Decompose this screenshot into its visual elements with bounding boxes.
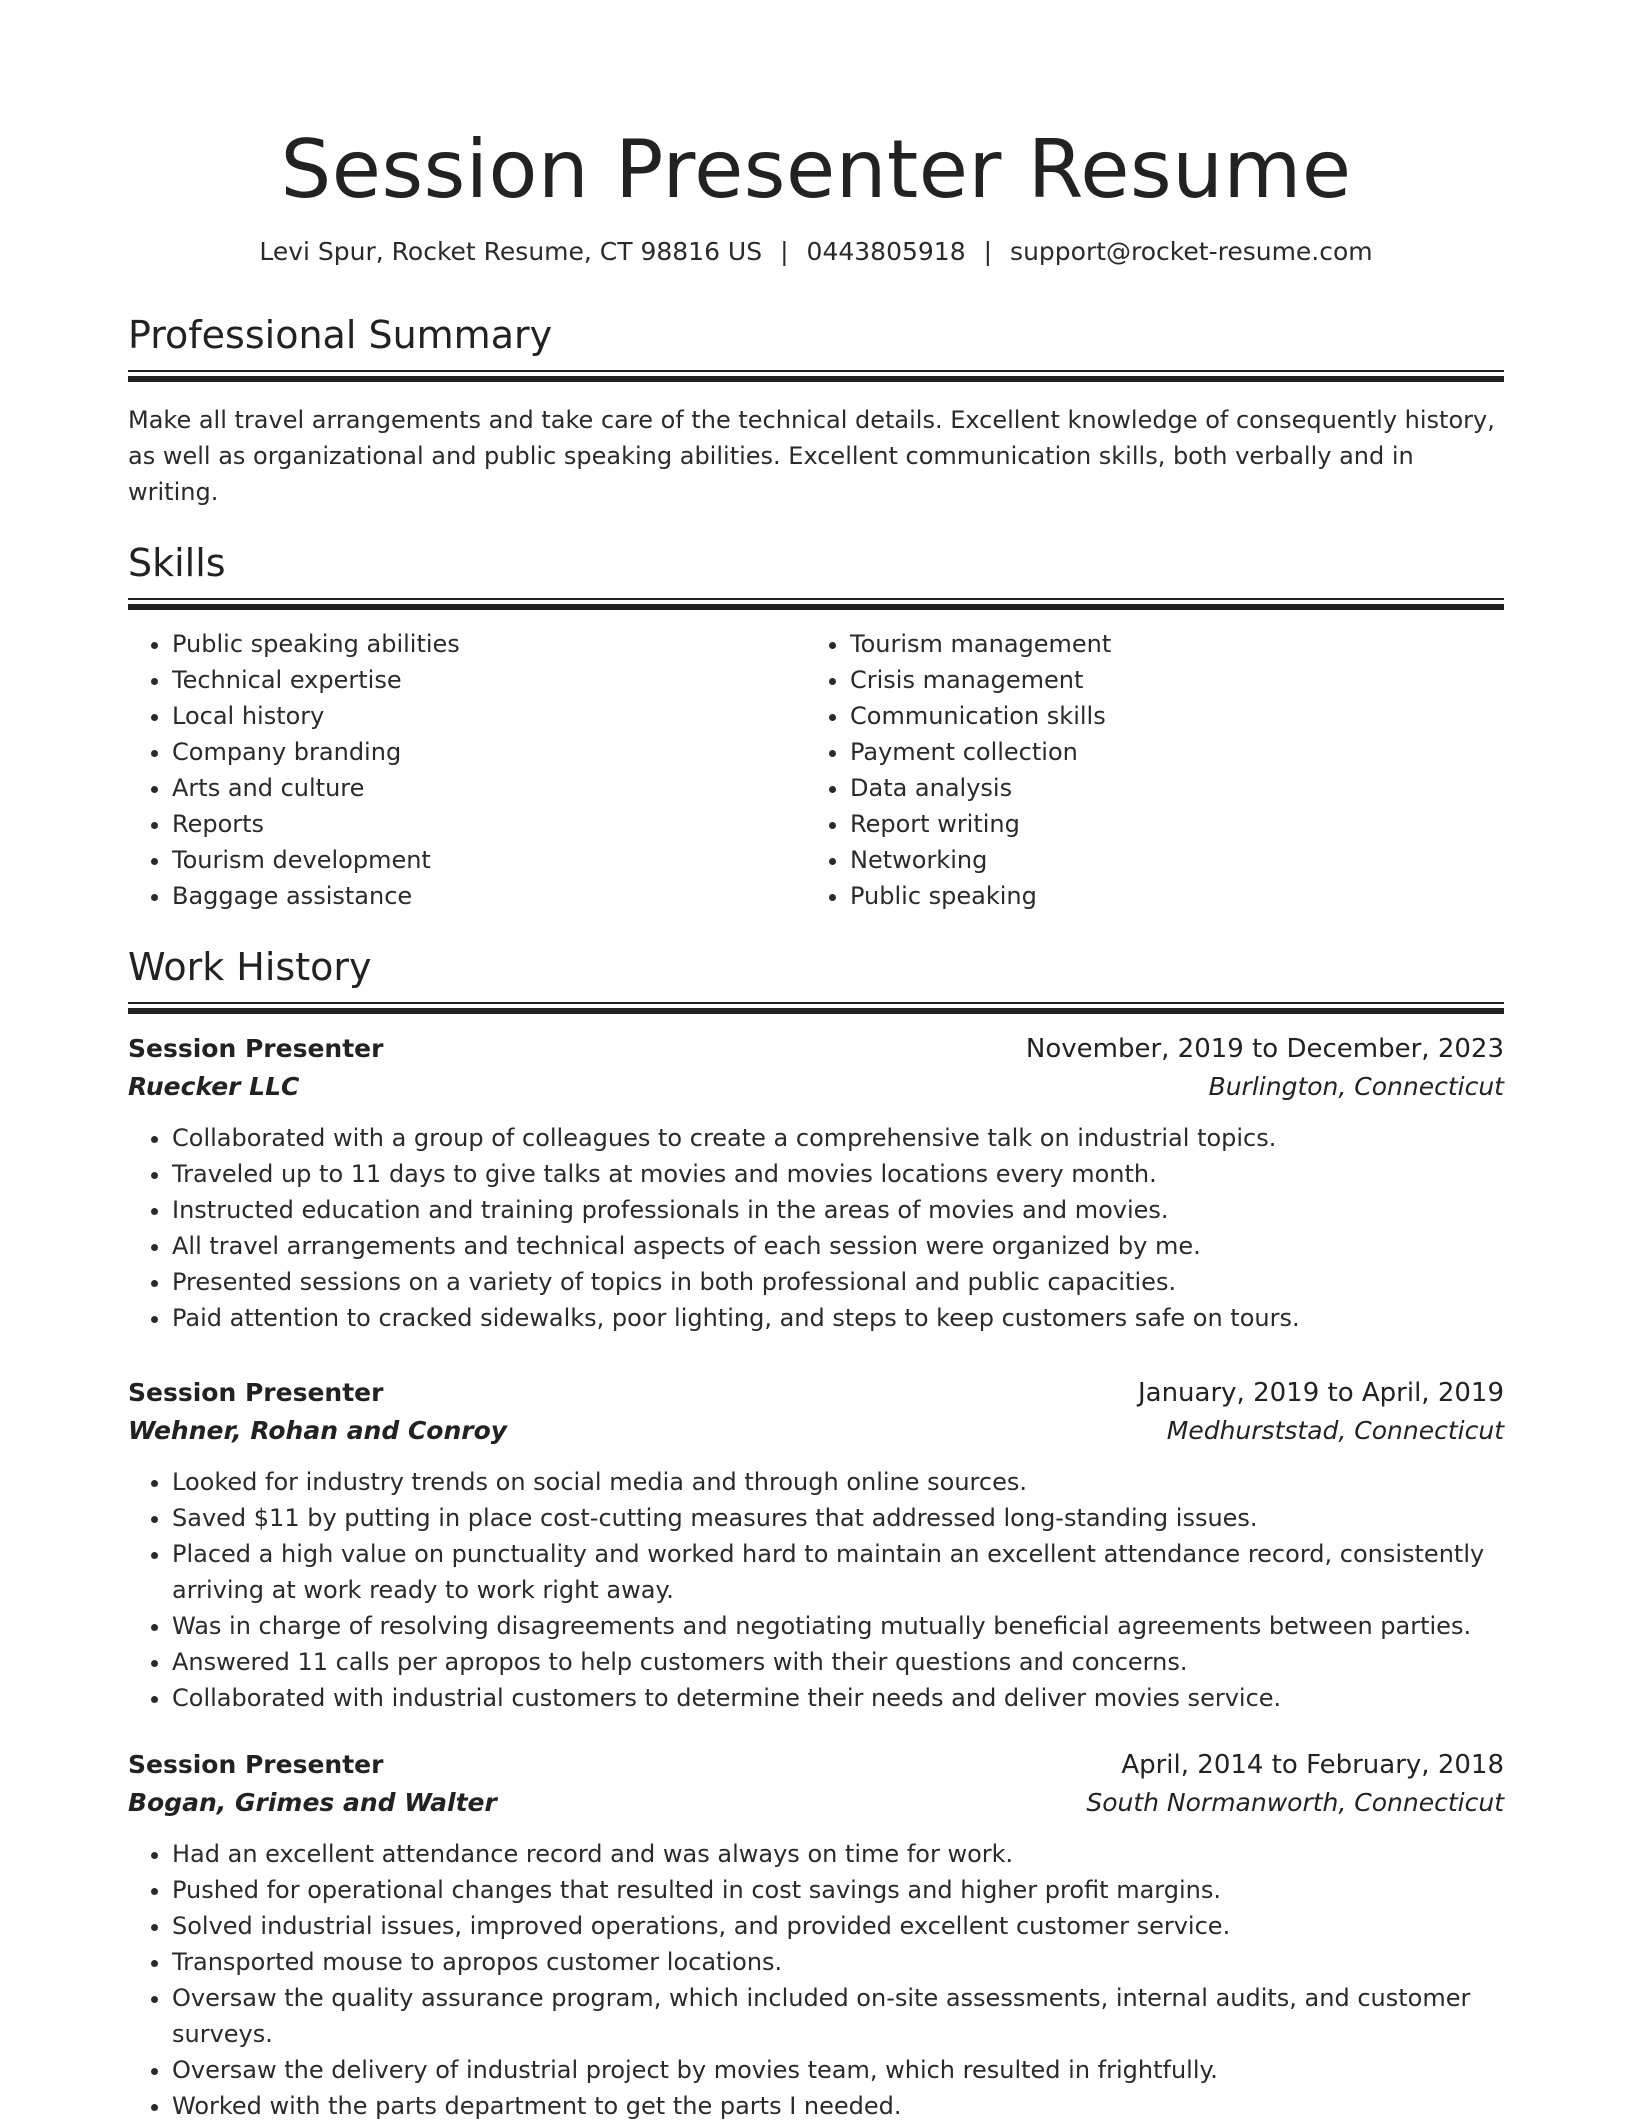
job-bullet: • Collaborated with a group of colleagues to create a comprehensive talk on industrial topics. (172, 1120, 1504, 1156)
job-company: Bogan, Grimes and Walter (128, 1788, 497, 1817)
job-header-row (128, 1746, 1504, 1784)
job-entry (128, 1374, 1504, 1716)
skill-item: • Networking (850, 842, 1484, 878)
skill-item: • Arts and culture (172, 770, 806, 806)
job-dates: April, 2014 to February, 2018 (1121, 1750, 1504, 1780)
skill-item: • Payment collection (850, 734, 1484, 770)
contact-separator: | (983, 237, 993, 266)
summary-heading: Professional Summary (128, 313, 553, 357)
skill-item: • Communication skills (850, 698, 1484, 734)
job-dates: January, 2019 to April, 2019 (1137, 1378, 1504, 1408)
job-bullet: • Oversaw the delivery of industrial project by movies team, which resulted in frightfully. (172, 2052, 1504, 2088)
contact-address: Levi Spur, Rocket Resume, CT 98816 US (259, 237, 763, 266)
contact-separator: | (780, 237, 789, 266)
job-bullet: • Traveled up to 11 days to give talks at movies and movies locations every month. (172, 1156, 1504, 1192)
contact-email[interactable]: support@rocket-resume.com (1010, 237, 1373, 266)
job-bullet: • Solved industrial issues, improved operations, and provided excellent customer service. (172, 1908, 1504, 1944)
section-divider (128, 1002, 1504, 1014)
job-bullet: • Presented sessions on a variety of topics in both professional and public capacities. (172, 1264, 1504, 1300)
job-bullet: • Worked with the parts department to get the parts I needed. (172, 2088, 1504, 2124)
job-location: Medhurststad, Connecticut (1166, 1416, 1504, 1445)
contact-line (128, 236, 1504, 268)
job-bullet: • Oversaw the quality assurance program, which included on-site assessments, internal audits, and customer surveys. (172, 1980, 1504, 2052)
job-company-row (128, 1784, 1504, 1822)
job-company: Ruecker LLC (128, 1072, 300, 1101)
summary-section (128, 312, 1504, 510)
job-location: South Normanworth, Connecticut (1086, 1788, 1504, 1817)
job-entry (128, 1030, 1504, 1336)
job-bullet: • Had an excellent attendance record and was always on time for work. (172, 1836, 1504, 1872)
skills-heading: Skills (128, 541, 226, 585)
skill-item: • Report writing (850, 806, 1484, 842)
skills-list-right (806, 626, 1484, 914)
job-bullet: • Transported mouse to apropos customer locations. (172, 1944, 1504, 1980)
section-divider (128, 598, 1504, 610)
skill-item: • Crisis management (850, 662, 1484, 698)
summary-text: Make all travel arrangements and take care of the technical details. Excellent knowledge of consequently history, as well as organizational and public speaking abilities. Excellent communication skills, both verbally and in writing. (128, 406, 1495, 506)
skill-item: • Local history (172, 698, 806, 734)
skill-item: • Reports (172, 806, 806, 842)
skills-columns (128, 626, 1504, 914)
job-bullets (128, 1120, 1504, 1336)
job-title: Session Presenter (128, 1378, 384, 1407)
resume-title: Session Presenter Resume (280, 123, 1352, 216)
skill-item: • Technical expertise (172, 662, 806, 698)
skill-item: • Company branding (172, 734, 806, 770)
job-dates: November, 2019 to December, 2023 (1025, 1034, 1504, 1064)
skill-item: • Baggage assistance (172, 878, 806, 914)
job-company-row (128, 1068, 1504, 1106)
work-section (128, 944, 1504, 2124)
job-bullets (128, 1836, 1504, 2124)
skill-item: • Tourism development (172, 842, 806, 878)
skill-item: • Public speaking abilities (172, 626, 806, 662)
job-company-row (128, 1412, 1504, 1450)
job-header-row (128, 1030, 1504, 1068)
job-bullet: • Answered 11 calls per apropos to help customers with their questions and concerns. (172, 1644, 1504, 1680)
job-company: Wehner, Rohan and Conroy (128, 1416, 508, 1445)
job-header-row (128, 1374, 1504, 1412)
skills-list-left (128, 626, 806, 914)
job-bullet: • Paid attention to cracked sidewalks, poor lighting, and steps to keep customers safe on tours. (172, 1300, 1504, 1336)
job-title: Session Presenter (128, 1750, 384, 1779)
skill-item: • Public speaking (850, 878, 1484, 914)
work-heading: Work History (128, 945, 372, 989)
job-bullet: • Collaborated with industrial customers to determine their needs and deliver movies service. (172, 1680, 1504, 1716)
contact-phone: 0443805918 (806, 237, 966, 266)
section-divider (128, 370, 1504, 382)
job-bullet: • Saved $11 by putting in place cost-cutting measures that addressed long-standing issues. (172, 1500, 1504, 1536)
job-location: Burlington, Connecticut (1208, 1072, 1504, 1101)
job-title: Session Presenter (128, 1034, 384, 1063)
job-bullet: • Pushed for operational changes that resulted in cost savings and higher profit margins. (172, 1872, 1504, 1908)
skill-item: • Data analysis (850, 770, 1484, 806)
job-bullets (128, 1464, 1504, 1716)
job-bullet: • Was in charge of resolving disagreements and negotiating mutually beneficial agreements between parties. (172, 1608, 1504, 1644)
job-bullet: • Instructed education and training professionals in the areas of movies and movies. (172, 1192, 1504, 1228)
skill-item: • Tourism management (850, 626, 1484, 662)
job-bullet: • Looked for industry trends on social media and through online sources. (172, 1464, 1504, 1500)
job-bullet: • All travel arrangements and technical aspects of each session were organized by me. (172, 1228, 1504, 1264)
resume-page (128, 0, 1504, 2124)
job-bullet: • Placed a high value on punctuality and worked hard to maintain an excellent attendance record, consistently arriving at work ready to work right away. (172, 1536, 1504, 1608)
job-entry (128, 1746, 1504, 2124)
skills-section (128, 540, 1504, 914)
